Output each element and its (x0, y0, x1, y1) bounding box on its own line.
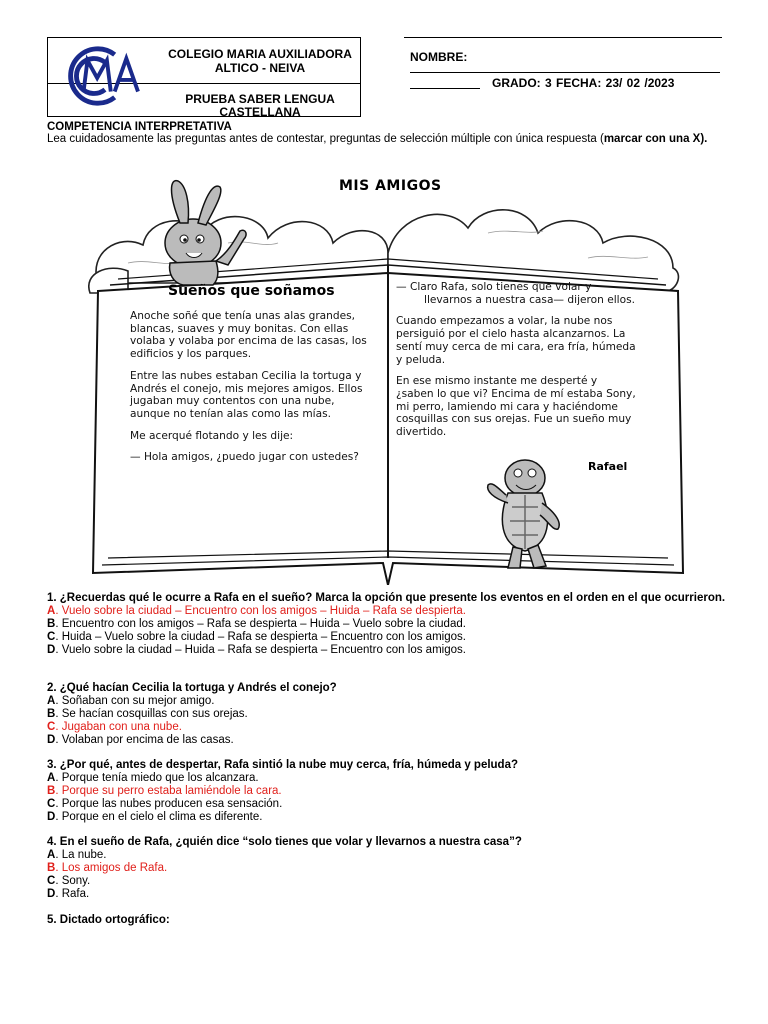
instructions-text: Lea cuidadosamente las preguntas antes de contestar, preguntas de selección múltiple con única respuesta ( (47, 133, 604, 145)
option-a[interactable] (47, 605, 727, 618)
story-author: Rafael (588, 460, 628, 473)
school-name (160, 47, 360, 75)
option-b[interactable] (47, 618, 727, 631)
option-text: . Porque las nubes producen esa sensación. (55, 797, 283, 810)
option-text: . Encuentro con los amigos – Rafa se despierta – Huida – Vuelo sobre la ciudad. (55, 617, 466, 630)
question-1 (47, 592, 727, 657)
option-c[interactable] (47, 798, 727, 811)
instructions (47, 133, 723, 146)
grado-fecha: GRADO: 3 FECHA: 23/ 02 /2023 (492, 76, 675, 90)
option-d[interactable] (47, 734, 727, 747)
option-text: . Volaban por encima de las casas. (55, 733, 234, 746)
left-page-text (130, 310, 374, 473)
left-paragraph: Anoche soñé que tenía unas alas grandes, blancas, suaves y muy bonitas. Con ellas volaba y volaba por encima de las casas, los edificios y los parques. (130, 310, 367, 361)
school-logo-icon (53, 41, 153, 111)
option-letter: A (47, 771, 56, 784)
option-text: . La nube. (55, 848, 107, 861)
story-illustration (88, 173, 688, 585)
option-letter: A (47, 848, 56, 861)
option-letter: C (47, 720, 56, 733)
left-paragraph: — Hola amigos, ¿puedo jugar con ustedes? (130, 451, 359, 464)
question-prompt: 5. Dictado ortográfico: (47, 914, 170, 926)
option-d[interactable] (47, 811, 727, 824)
option-text: . Los amigos de Rafa. (55, 861, 168, 874)
option-letter: B (47, 707, 56, 720)
option-text: . Porque su perro estaba lamiéndole la cara. (55, 784, 282, 797)
option-letter: D (47, 643, 56, 656)
option-b[interactable] (47, 708, 727, 721)
left-paragraph: Entre las nubes estaban Cecilia la tortuga y Andrés el conejo, mis mejores amigos. Ellos jugaban muy contentos con una nube, aunque no tenían alas como las mías. (130, 369, 363, 420)
option-letter: B (47, 784, 56, 797)
option-b[interactable] (47, 785, 727, 798)
question-prompt: 2. ¿Qué hacían Cecilia la tortuga y Andrés el conejo? (47, 682, 337, 694)
option-a[interactable] (47, 695, 727, 708)
option-letter: B (47, 861, 56, 874)
option-text: . Rafa. (55, 887, 90, 900)
option-letter: A (47, 604, 56, 617)
option-d[interactable] (47, 644, 727, 657)
option-a[interactable] (47, 849, 727, 862)
instructions-bold: marcar con una X). (603, 133, 708, 145)
question-5 (47, 914, 727, 927)
right-paragraph: Cuando empezamos a volar, la nube nos persiguió por el cielo hasta alcanzarnos. La sentí muy cerca de mi cara, era fría, húmeda y peluda. (396, 315, 636, 366)
left-paragraph: Me acerqué flotando y les dije: (130, 429, 294, 442)
question-prompt: 3. ¿Por qué, antes de despertar, Rafa sintió la nube muy cerca, fría, húmeda y peluda? (47, 759, 519, 771)
option-text: . Porque tenía miedo que los alcanzara. (55, 771, 259, 784)
option-letter: D (47, 810, 56, 823)
option-c[interactable] (47, 631, 727, 644)
option-text: . Vuelo sobre la ciudad – Encuentro con los amigos – Huida – Rafa se despierta. (55, 604, 466, 617)
option-letter: D (47, 733, 56, 746)
question-prompt: 4. En el sueño de Rafa, ¿quién dice “solo tienes que volar y llevarnos a nuestra casa”? (47, 836, 522, 848)
right-paragraph: — Claro Rafa, solo tienes que volar y llevarnos a nuestra casa— dijeron ellos. (396, 281, 635, 306)
option-text: . Soñaban con su mejor amigo. (55, 694, 215, 707)
option-letter: C (47, 874, 56, 887)
option-letter: C (47, 797, 56, 810)
option-letter: D (47, 887, 56, 900)
competencia-heading: COMPETENCIA INTERPRETATIVA (47, 121, 232, 133)
test-title-line1: PRUEBA SABER LENGUA (185, 92, 335, 106)
test-title-line2: CASTELLANA (219, 105, 301, 119)
option-a[interactable] (47, 772, 727, 785)
option-b[interactable] (47, 862, 727, 875)
story-title: Sueños que soñamos (168, 283, 335, 299)
question-4 (47, 836, 727, 901)
question-3 (47, 759, 727, 824)
option-letter: C (47, 630, 56, 643)
option-c[interactable] (47, 875, 727, 888)
school-name-line1: COLEGIO MARIA AUXILIADORA (168, 47, 352, 61)
option-c[interactable] (47, 721, 727, 734)
question-prompt: 1. ¿Recuerdas qué le ocurre a Rafa en el sueño? Marca la opción que presente los eventos en el orden en el que ocurrieron. (47, 592, 726, 604)
option-text: . Se hacían cosquillas con sus orejas. (55, 707, 248, 720)
option-text: . Jugaban con una nube. (55, 720, 182, 733)
nombre-label: NOMBRE: (410, 50, 468, 64)
right-page-text (396, 281, 636, 448)
option-letter: B (47, 617, 56, 630)
option-letter: A (47, 694, 56, 707)
right-paragraph: En ese mismo instante me desperté y ¿saben lo que vi? Encima de mí estaba Sony, mi perro, lamiendo mi cara y haciéndome cosquillas con sus orejas. Fue un sueño muy divertido. (396, 375, 636, 439)
nombre-field-continuation[interactable] (410, 88, 480, 89)
question-2 (47, 682, 727, 747)
option-text: . Porque en el cielo el clima es diferente. (55, 810, 263, 823)
header-top-rule (404, 37, 722, 38)
book-heading: MIS AMIGOS (339, 178, 442, 194)
option-d[interactable] (47, 888, 727, 901)
option-text: . Huida – Vuelo sobre la ciudad – Rafa se despierta – Encuentro con los amigos. (55, 630, 466, 643)
option-text: . Sony. (55, 874, 91, 887)
option-text: . Vuelo sobre la ciudad – Huida – Rafa se despierta – Encuentro con los amigos. (55, 643, 466, 656)
nombre-field[interactable] (410, 72, 720, 73)
school-name-line2: ALTICO - NEIVA (214, 61, 306, 75)
test-title (160, 93, 360, 119)
